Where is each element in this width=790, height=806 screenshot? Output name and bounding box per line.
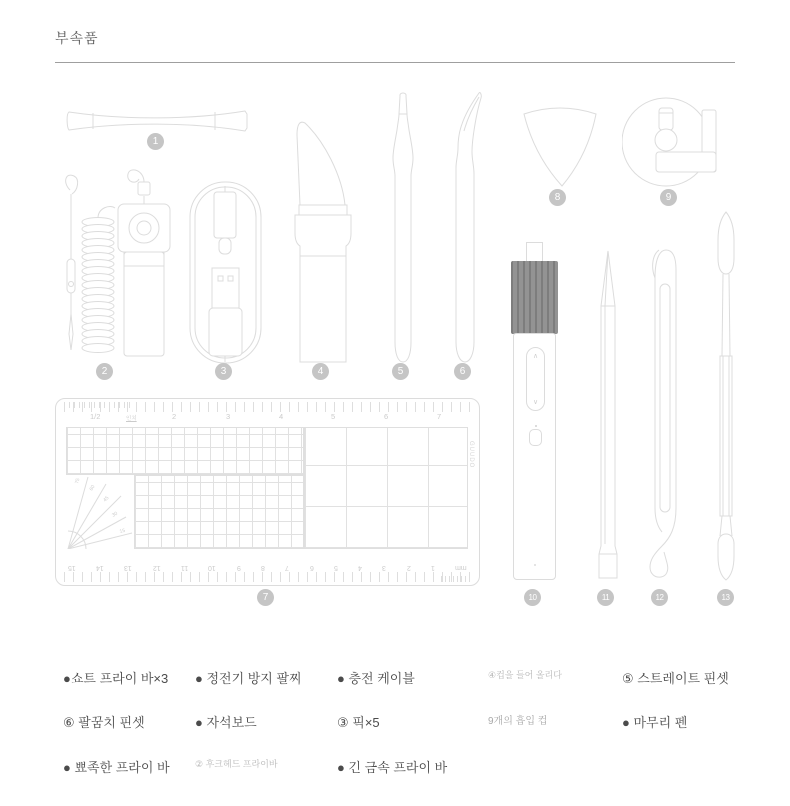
board-fine-grid-bottom bbox=[134, 475, 304, 549]
board-coarse-grid bbox=[304, 427, 468, 549]
legend bbox=[55, 660, 755, 800]
item-10-electric-screwdriver bbox=[506, 242, 564, 582]
screwdriver-toggle bbox=[529, 429, 542, 446]
fan-angle-label: 60 bbox=[88, 484, 97, 492]
item-12-hook-head-pry-bar bbox=[640, 246, 680, 581]
legend-cup-lifter: ④컵을 들어 올리다 bbox=[488, 670, 562, 680]
item-10-number-badge: 10 bbox=[524, 589, 541, 606]
screwdriver-body bbox=[513, 333, 556, 580]
fan-angle-label: 45 bbox=[102, 495, 111, 504]
item-1-number-badge: 1 bbox=[147, 133, 164, 150]
item-4-finishing-pen bbox=[292, 93, 354, 365]
item-11-pointed-pry-bar bbox=[592, 248, 624, 583]
item-9-suction-cup bbox=[622, 95, 722, 190]
item-13-number-badge: 13 bbox=[717, 589, 734, 606]
item-3-number-badge: 3 bbox=[215, 363, 232, 380]
legend-hook-head-pry-bar: ② 후크헤드 프라이바 bbox=[195, 759, 278, 769]
legend-antistatic-strap: ● 정전기 방지 팔찌 bbox=[195, 671, 302, 686]
ruler-top-fine-ticks bbox=[64, 402, 130, 408]
legend-charging-cable: ● 충전 케이블 bbox=[337, 671, 415, 686]
item-3-charging-cable bbox=[188, 180, 263, 365]
ruler-top-labels: 1/2 인치 2 3 4 5 6 7 bbox=[90, 412, 442, 422]
legend-long-metal-pry-bar: ● 긴 금속 프라이 바 bbox=[337, 760, 448, 775]
item-8-pick bbox=[518, 100, 602, 192]
slider-up-arrow: ∧ bbox=[532, 353, 539, 360]
title-divider bbox=[55, 62, 735, 63]
ruler-bottom-fine-ticks bbox=[441, 576, 471, 582]
legend-suction-cups: 9개의 흡입 컵 bbox=[488, 716, 548, 727]
legend-elbow-tweezers: ⑥ 팔꿈치 핀셋 bbox=[63, 715, 145, 730]
board-fine-grid-top bbox=[66, 427, 304, 475]
fan-angle-label: 75 bbox=[74, 477, 82, 485]
ruler-bottom-labels: 15 14 13 12 11 10 9 8 7 6 5 4 3 2 1 mm bbox=[68, 564, 467, 571]
item-2-antistatic-wrist-strap bbox=[58, 164, 176, 364]
screwdriver-slider bbox=[526, 347, 545, 411]
item-6-curved-tweezers bbox=[446, 90, 486, 368]
screwdriver-grip bbox=[511, 261, 558, 334]
screwdriver-bit bbox=[526, 242, 543, 262]
item-7-magnetic-board bbox=[55, 398, 480, 586]
legend-finishing-pen: ● 마무리 펜 bbox=[622, 715, 688, 730]
item-5-number-badge: 5 bbox=[392, 363, 409, 380]
fan-angle-label: 15 bbox=[119, 527, 126, 535]
legend-magnetic-board: ● 자석보드 bbox=[195, 715, 257, 730]
screwdriver-led-dot bbox=[534, 564, 536, 566]
legend-short-pry-bar: ●쇼트 프라이 바×3 bbox=[63, 671, 169, 686]
ruler-bottom-ticks bbox=[64, 572, 471, 582]
item-8-number-badge: 8 bbox=[549, 189, 566, 206]
item-6-number-badge: 6 bbox=[454, 363, 471, 380]
page-title: 부속품 bbox=[55, 30, 99, 46]
item-4-number-badge: 4 bbox=[312, 363, 329, 380]
legend-straight-tweezers: ⑤ 스트레이트 핀셋 bbox=[622, 671, 729, 686]
item-7-number-badge: 7 bbox=[257, 589, 274, 606]
fan-angle-label: 30 bbox=[111, 510, 119, 519]
item-13-long-metal-pry-bar bbox=[708, 210, 744, 582]
board-brand-text: GUUDO bbox=[468, 441, 474, 469]
item-2-number-badge: 2 bbox=[96, 363, 113, 380]
legend-picks: ③ 픽×5 bbox=[337, 715, 380, 730]
item-12-number-badge: 12 bbox=[651, 589, 668, 606]
item-9-number-badge: 9 bbox=[660, 189, 677, 206]
board-protractor-fan bbox=[66, 471, 134, 549]
item-11-number-badge: 11 bbox=[597, 589, 614, 606]
item-5-straight-tweezers bbox=[386, 90, 420, 368]
legend-pointed-pry-bar: ● 뾰족한 프라이 바 bbox=[63, 760, 170, 775]
slider-down-arrow: ∨ bbox=[532, 399, 539, 406]
